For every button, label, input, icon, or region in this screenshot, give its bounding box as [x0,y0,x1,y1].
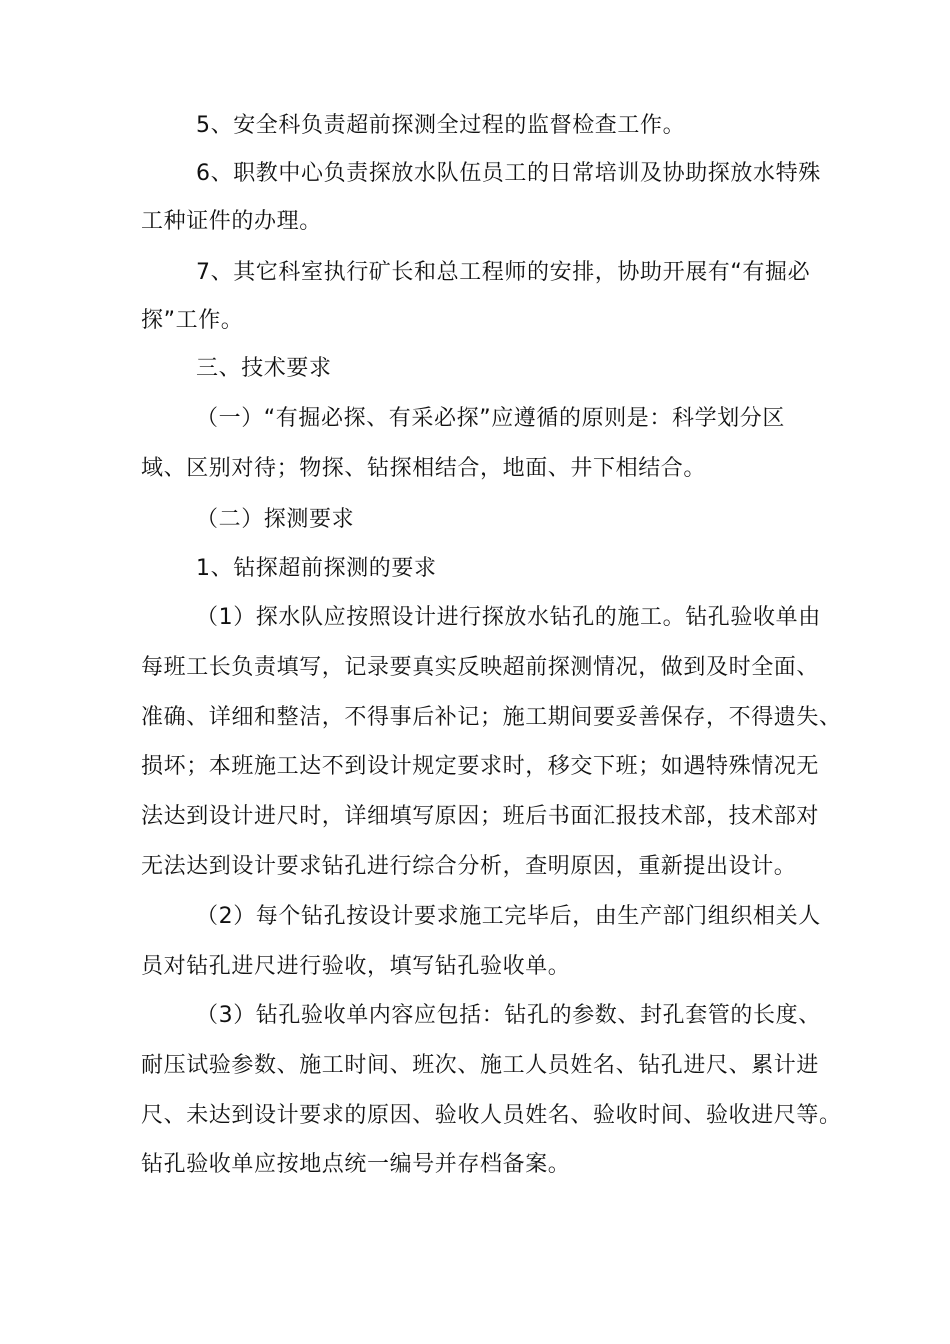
paragraph-line: 无法达到设计要求钻孔进行综合分析，查明原因，重新提出设计。 [141,854,797,879]
paragraph-line: 每班工长负责填写，记录要真实反映超前探测情况，做到及时全面、 [141,655,820,680]
paragraph-line: 尺、未达到设计要求的原因、验收人员姓名、验收时间、验收进尺等。 [141,1103,842,1128]
paragraph-line: 工种证件的办理。 [141,209,322,234]
paragraph-line: 员对钻孔进尺进行验收，填写钻孔验收单。 [141,954,571,979]
paragraph-line: 损坏；本班施工达不到设计规定要求时，移交下班；如遇特殊情况无 [141,754,820,779]
paragraph-line: 5、安全科负责超前探测全过程的监督检查工作。 [196,113,686,138]
paragraph-line: 6、职教中心负责探放水队伍员工的日常培训及协助探放水特殊 [196,161,821,186]
paragraph-line: 7、其它科室执行矿长和总工程师的安排，协助开展有“有掘必 [196,260,811,285]
paragraph-line: （2）每个钻孔按设计要求施工完毕后，由生产部门组织相关人 [196,904,821,929]
paragraph-line: （一）“有掘必探、有采必探”应遵循的原则是：科学划分区 [196,406,785,431]
paragraph-line: （1）探水队应按照设计进行探放水钻孔的施工。钻孔验收单由 [196,605,821,630]
paragraph-line: 准确、详细和整洁，不得事后补记；施工期间要妥善保存，不得遗失、 [141,705,842,730]
paragraph-line: 耐压试验参数、施工时间、班次、施工人员姓名、钻孔进尺、累计进 [141,1053,820,1078]
paragraph-line: 钻孔验收单应按地点统一编号并存档备案。 [141,1152,571,1177]
paragraph-line: 探”工作。 [141,308,244,333]
paragraph-line: 法达到设计进尺时，详细填写原因；班后书面汇报技术部，技术部对 [141,804,820,829]
subsection-heading: 1、钻探超前探测的要求 [196,556,437,581]
paragraph-line: 域、区别对待；物探、钻探相结合，地面、井下相结合。 [141,456,707,481]
section-heading: 三、技术要求 [196,356,332,381]
paragraph-line: （3）钻孔验收单内容应包括：钻孔的参数、封孔套管的长度、 [196,1003,821,1028]
subsection-heading: （二）探测要求 [196,507,355,532]
